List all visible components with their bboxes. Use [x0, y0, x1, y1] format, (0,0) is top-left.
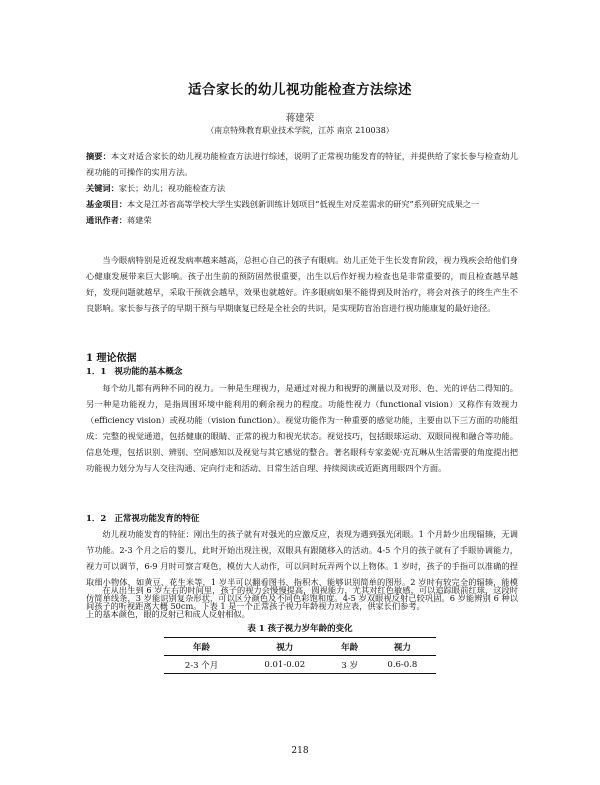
table-header-row	[164, 638, 436, 656]
keywords-label: 关键词：	[86, 183, 119, 193]
subsection-1-2-text-2: 在从出生到 6 岁左右的时间里，孩子的视力会慢慢提高，圆视能力，尤其对红色敏感，可以追踪眼前红球，这段时间孩子的听视距离大概 50cm。下表 1 是一个正常孩子视力年龄视力对应表，供家长们参考。	[86, 585, 518, 611]
subsection-1-2-heading	[86, 512, 207, 524]
table-header-cell: 年龄	[341, 642, 359, 653]
subsection-1-1-heading	[86, 365, 190, 377]
fund-text: 本文是江苏省高等学校大学生实践创新训练计划项目“低视生对反差需求的研究”系列研究成果之一	[126, 199, 480, 209]
table-cell: 0.01-0.02	[264, 659, 306, 670]
abstract-label: 摘要：	[86, 151, 111, 161]
sub1-title: 视功能的基本概念	[114, 367, 183, 377]
keywords-text: 家长；幼儿；视功能检查方法	[118, 183, 226, 193]
abstract-text: 本文对适合家长的幼儿视功能检查方法进行综述，说明了正常视功能发育的特征，并提供给了家长参与检查幼儿视功能的可操作的实用方法。	[86, 151, 518, 177]
keywords	[86, 180, 518, 196]
vision-age-table	[164, 637, 436, 674]
paper-title: 适合家长的幼儿视功能检查方法综述	[188, 82, 412, 98]
table-title: 表 1 孩子视力岁年龄的变化	[247, 624, 353, 634]
table-cell: 3 岁	[341, 660, 358, 671]
table-header-cell: 视力	[393, 642, 411, 653]
subsection-1-1-text: 每个幼儿都有两种不同的视力。一种是生理视力，是通过对视力和视野的测量以及对形、色、光的评估二得知的。另一种是功能视力，是指周围环境中能利用的剩余视力的程度。功能性视力（functional vision）又称作有效视力（efficiency vision）或视功能（vision function）。视觉功能作为一种重要的感觉功能，主要由以下三方面的功能组成：完整的视觉通道，包括健康的眼睛、正常的视力和视光状态。视觉技巧，包括眼球运动、双眼同视和融合等功能。信息处理，包括识别、辨别、空间感知以及视觉与其它感觉的整合。著名眼科专家姜妮·克瓦琳从生活需要的角度提出把功能视力划分为与人交往沟通、定向行走和活动、日常生活自理、持续阅读或近距离用眼四个方面。	[86, 383, 518, 473]
page-number: 218	[291, 746, 309, 756]
table-header-cell: 年龄	[193, 642, 211, 653]
intro-paragraph: 当今眼病特别是近视发病率越来越高，总担心自己的孩子有眼病。幼儿正处于生长发育阶段，视力残疾会给他们身心健康发展带来巨大影响。孩子出生前的预防固然很重要，出生以后作好视力检查也是非常重要的，而且检查越早越好，发现问题就越早，采取干预就会越早，效果也就越好。许多眼病如果不能得到及时治疗，将会对孩子的终生产生不良影响。家长参与孩子的早期干预与早期康复已经是全社会的共识，是实现防盲治盲进行视功能康复的最好途径。	[86, 255, 518, 313]
sub2-number: 1．2	[86, 514, 107, 524]
section-heading: 1 理论依据	[86, 353, 137, 364]
corresponding-author	[86, 212, 518, 228]
corr-label: 通讯作者：	[86, 215, 127, 225]
sub2-title: 正常视功能发育的特征	[114, 514, 200, 524]
author-name: 蒋建荣	[285, 113, 315, 124]
abstract	[86, 148, 518, 180]
fund-label: 基金项目：	[86, 199, 127, 209]
table-row	[164, 656, 436, 674]
table-cell: 0.6-0.8	[387, 659, 418, 670]
table-header-cell: 视力	[276, 642, 294, 653]
table-cell: 2-3 个月	[184, 660, 219, 671]
subsection-1-2-text-1: 幼儿视功能发育的特征：刚出生的孩子就有对强光的应激反应，表现为遇到强光闭眼。1 个月龄少出现辐辏，无调节功能。2-3 个月之后的婴儿，此时开始出现注视，双眼具有跟随移入的活动。4-5 个月的孩子就有了手眼协调能力，视力可以调节，6-9 月时可察言观色，模仿大人动作，可以同时玩弄两个以上物体。1 岁时，孩子的手指可以准确的捏取细小物体，如黄豆、花生米等，1 岁半可以翻看图书、指积木、能够识别简单的图形。2 岁时有较完全的辐辏，能模仿简单线条，3 岁能识别复杂形状，可以区分颜色及不同色彩饱和度。4-5 岁双眼视反射已较巩固。6 岁能辨别 6 种以上的基本颜色，眼的反射已和成人反射相似。	[86, 529, 518, 619]
corr-text: 蒋建荣	[126, 215, 152, 225]
fund	[86, 196, 518, 212]
abstract-block	[86, 148, 518, 228]
affiliation: （南京特殊教育职业技术学院，江苏 南京 210038）	[206, 126, 394, 135]
sub1-number: 1．1	[86, 367, 107, 377]
